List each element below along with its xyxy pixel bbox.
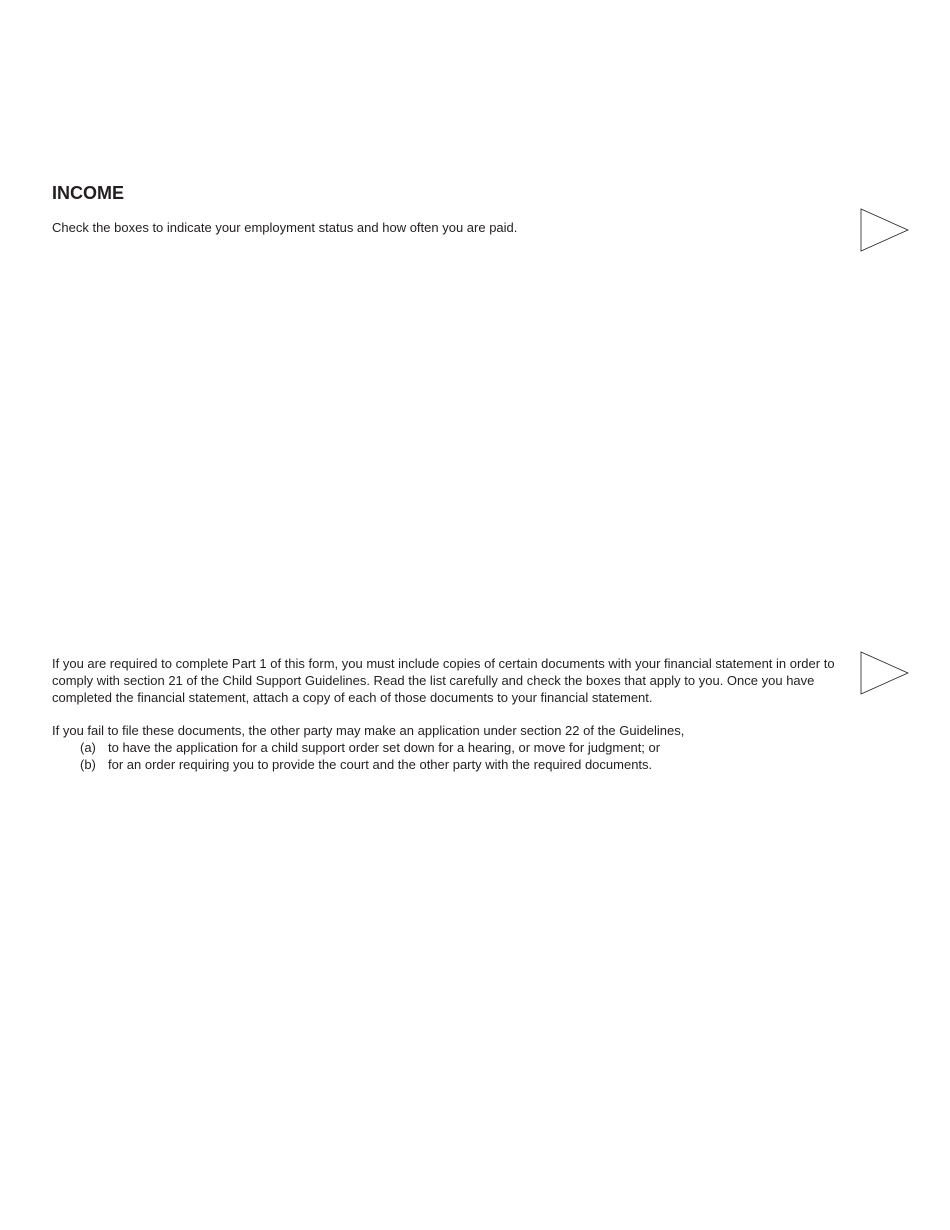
triangle-arrow-icon [860, 208, 910, 252]
documents-paragraph-1: If you are required to complete Part 1 of this form, you must include copies of certain documents with your financial statement in order to comply with section 21 of the Child Support Guidelines. Read the list carefully and check the boxes that apply to you. Once you have completed the financial statement, attach a copy of each of those documents to your financial statement. [52, 656, 835, 705]
income-instruction: Check the boxes to indicate your employment status and how often you are paid. [52, 220, 518, 235]
income-heading: INCOME [52, 183, 124, 203]
list-item [52, 756, 842, 773]
required-documents-notice [52, 655, 842, 773]
triangle-arrow-icon [860, 651, 910, 695]
list-item-text: to have the application for a child support order set down for a hearing, or move for judgment; or [108, 740, 661, 755]
list-item-marker: (b) [80, 757, 96, 772]
list-item-marker: (a) [80, 740, 96, 755]
list-item [52, 739, 842, 756]
documents-paragraph-2: If you fail to file these documents, the other party may make an application under section 22 of the Guidelines, [52, 723, 685, 738]
list-item-text: for an order requiring you to provide the court and the other party with the required documents. [108, 757, 653, 772]
